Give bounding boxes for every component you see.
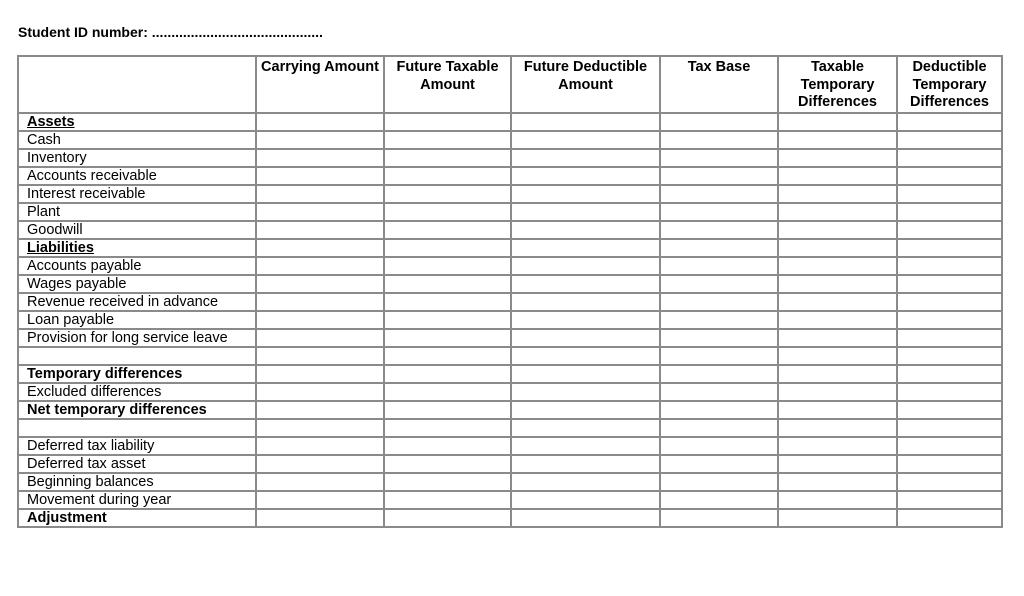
entry-cell[interactable] (256, 221, 384, 239)
row-label: Excluded differences (18, 383, 256, 401)
header-blank-cell (18, 56, 256, 113)
entry-cell[interactable] (660, 347, 778, 365)
entry-cell[interactable] (660, 185, 778, 203)
entry-cell[interactable] (384, 221, 511, 239)
entry-cell[interactable] (778, 257, 897, 275)
entry-cell[interactable] (384, 113, 511, 131)
entry-cell[interactable] (256, 509, 384, 527)
entry-cell[interactable] (384, 401, 511, 419)
entry-cell[interactable] (384, 203, 511, 221)
entry-cell[interactable] (384, 437, 511, 455)
entry-cell[interactable] (256, 275, 384, 293)
row-label: Deferred tax asset (18, 455, 256, 473)
table-row (18, 347, 1002, 365)
student-id-label: Student ID number: ............................................ (18, 24, 323, 40)
entry-cell[interactable] (660, 473, 778, 491)
row-label: Accounts payable (18, 257, 256, 275)
entry-cell[interactable] (778, 437, 897, 455)
entry-cell[interactable] (660, 221, 778, 239)
entry-cell[interactable] (660, 275, 778, 293)
entry-cell[interactable] (778, 149, 897, 167)
entry-cell[interactable] (778, 239, 897, 257)
row-label: Plant (18, 203, 256, 221)
entry-cell[interactable] (256, 257, 384, 275)
entry-cell[interactable] (384, 257, 511, 275)
entry-cell[interactable] (256, 401, 384, 419)
entry-cell[interactable] (778, 491, 897, 509)
entry-cell[interactable] (778, 347, 897, 365)
entry-cell[interactable] (778, 329, 897, 347)
table-row (18, 293, 1002, 311)
entry-cell[interactable] (778, 185, 897, 203)
entry-cell[interactable] (511, 419, 660, 437)
entry-cell[interactable] (511, 185, 660, 203)
entry-cell[interactable] (660, 293, 778, 311)
entry-cell[interactable] (511, 293, 660, 311)
entry-cell[interactable] (384, 383, 511, 401)
table-row (18, 509, 1002, 527)
row-label: Assets (18, 113, 256, 131)
entry-cell[interactable] (660, 257, 778, 275)
entry-cell[interactable] (256, 329, 384, 347)
entry-cell[interactable] (660, 239, 778, 257)
entry-cell[interactable] (778, 455, 897, 473)
entry-cell[interactable] (897, 167, 1002, 185)
row-label: Inventory (18, 149, 256, 167)
entry-cell[interactable] (660, 383, 778, 401)
header-taxable-temporary-differences: Taxable Temporary Differences (778, 56, 897, 113)
row-label: Loan payable (18, 311, 256, 329)
entry-cell[interactable] (511, 203, 660, 221)
entry-cell[interactable] (384, 419, 511, 437)
table-row (18, 167, 1002, 185)
entry-cell[interactable] (384, 491, 511, 509)
entry-cell[interactable] (778, 203, 897, 221)
entry-cell[interactable] (384, 167, 511, 185)
table-row (18, 311, 1002, 329)
entry-cell[interactable] (778, 311, 897, 329)
entry-cell[interactable] (511, 401, 660, 419)
entry-cell[interactable] (256, 311, 384, 329)
table-row (18, 419, 1002, 437)
entry-cell[interactable] (660, 329, 778, 347)
entry-cell[interactable] (256, 131, 384, 149)
row-label: Revenue received in advance (18, 293, 256, 311)
entry-cell[interactable] (384, 293, 511, 311)
entry-cell[interactable] (256, 455, 384, 473)
row-label (18, 347, 256, 365)
entry-cell[interactable] (778, 473, 897, 491)
entry-cell[interactable] (897, 203, 1002, 221)
entry-cell[interactable] (256, 239, 384, 257)
table-row (18, 131, 1002, 149)
entry-cell[interactable] (256, 347, 384, 365)
entry-cell[interactable] (511, 455, 660, 473)
header-tax-base: Tax Base (660, 56, 778, 113)
entry-cell[interactable] (511, 221, 660, 239)
entry-cell[interactable] (778, 365, 897, 383)
entry-cell[interactable] (897, 311, 1002, 329)
entry-cell[interactable] (897, 221, 1002, 239)
entry-cell[interactable] (897, 239, 1002, 257)
table-row (18, 329, 1002, 347)
entry-cell[interactable] (660, 509, 778, 527)
entry-cell[interactable] (897, 257, 1002, 275)
entry-cell[interactable] (897, 401, 1002, 419)
entry-cell[interactable] (256, 491, 384, 509)
tax-worksheet-table (17, 55, 1003, 528)
entry-cell[interactable] (897, 491, 1002, 509)
entry-cell[interactable] (256, 419, 384, 437)
table-row (18, 473, 1002, 491)
entry-cell[interactable] (511, 509, 660, 527)
entry-cell[interactable] (897, 509, 1002, 527)
entry-cell[interactable] (384, 275, 511, 293)
row-label: Movement during year (18, 491, 256, 509)
entry-cell[interactable] (778, 419, 897, 437)
entry-cell[interactable] (511, 257, 660, 275)
entry-cell[interactable] (256, 167, 384, 185)
entry-cell[interactable] (256, 149, 384, 167)
entry-cell[interactable] (384, 239, 511, 257)
entry-cell[interactable] (511, 329, 660, 347)
header-row (18, 56, 1002, 113)
entry-cell[interactable] (897, 293, 1002, 311)
entry-cell[interactable] (511, 347, 660, 365)
row-label: Wages payable (18, 275, 256, 293)
table-row (18, 203, 1002, 221)
entry-cell[interactable] (384, 185, 511, 203)
row-label: Provision for long service leave (18, 329, 256, 347)
entry-cell[interactable] (778, 509, 897, 527)
table-row (18, 257, 1002, 275)
header-deductible-temporary-differences: Deductible Temporary Differences (897, 56, 1002, 113)
entry-cell[interactable] (511, 437, 660, 455)
entry-cell[interactable] (256, 203, 384, 221)
entry-cell[interactable] (384, 473, 511, 491)
row-label (18, 419, 256, 437)
entry-cell[interactable] (897, 473, 1002, 491)
entry-cell[interactable] (778, 275, 897, 293)
entry-cell[interactable] (778, 113, 897, 131)
row-label: Goodwill (18, 221, 256, 239)
entry-cell[interactable] (897, 329, 1002, 347)
row-label: Temporary differences (18, 365, 256, 383)
entry-cell[interactable] (778, 293, 897, 311)
entry-cell[interactable] (897, 185, 1002, 203)
table-row (18, 149, 1002, 167)
table-row (18, 185, 1002, 203)
entry-cell[interactable] (511, 275, 660, 293)
table-row (18, 113, 1002, 131)
entry-cell[interactable] (256, 113, 384, 131)
entry-cell[interactable] (384, 509, 511, 527)
entry-cell[interactable] (511, 383, 660, 401)
entry-cell[interactable] (897, 347, 1002, 365)
entry-cell[interactable] (778, 401, 897, 419)
row-label: Liabilities (18, 239, 256, 257)
entry-cell[interactable] (384, 311, 511, 329)
entry-cell[interactable] (778, 131, 897, 149)
entry-cell[interactable] (660, 149, 778, 167)
entry-cell[interactable] (511, 311, 660, 329)
entry-cell[interactable] (897, 131, 1002, 149)
table-row (18, 383, 1002, 401)
header-future-taxable-amount: Future Taxable Amount (384, 56, 511, 113)
entry-cell[interactable] (511, 113, 660, 131)
entry-cell[interactable] (511, 149, 660, 167)
row-label: Deferred tax liability (18, 437, 256, 455)
entry-cell[interactable] (384, 329, 511, 347)
entry-cell[interactable] (660, 455, 778, 473)
table-row (18, 239, 1002, 257)
header-carrying-amount: Carrying Amount (256, 56, 384, 113)
table-body (18, 113, 1002, 527)
entry-cell[interactable] (384, 131, 511, 149)
entry-cell[interactable] (511, 131, 660, 149)
table-row (18, 401, 1002, 419)
entry-cell[interactable] (660, 365, 778, 383)
table-row (18, 365, 1002, 383)
table-row (18, 221, 1002, 239)
row-label: Adjustment (18, 509, 256, 527)
entry-cell[interactable] (778, 221, 897, 239)
row-label: Net temporary differences (18, 401, 256, 419)
table-row (18, 491, 1002, 509)
entry-cell[interactable] (778, 167, 897, 185)
entry-cell[interactable] (660, 491, 778, 509)
row-label: Interest receivable (18, 185, 256, 203)
entry-cell[interactable] (897, 365, 1002, 383)
entry-cell[interactable] (897, 455, 1002, 473)
row-label: Beginning balances (18, 473, 256, 491)
entry-cell[interactable] (256, 365, 384, 383)
table-row (18, 275, 1002, 293)
entry-cell[interactable] (660, 419, 778, 437)
table-row (18, 455, 1002, 473)
entry-cell[interactable] (660, 167, 778, 185)
entry-cell[interactable] (778, 383, 897, 401)
row-label: Accounts receivable (18, 167, 256, 185)
entry-cell[interactable] (897, 113, 1002, 131)
entry-cell[interactable] (256, 437, 384, 455)
entry-cell[interactable] (660, 131, 778, 149)
entry-cell[interactable] (384, 455, 511, 473)
entry-cell[interactable] (660, 401, 778, 419)
entry-cell[interactable] (511, 473, 660, 491)
entry-cell[interactable] (897, 419, 1002, 437)
entry-cell[interactable] (511, 491, 660, 509)
entry-cell[interactable] (897, 437, 1002, 455)
entry-cell[interactable] (256, 293, 384, 311)
entry-cell[interactable] (256, 383, 384, 401)
entry-cell[interactable] (660, 311, 778, 329)
entry-cell[interactable] (384, 149, 511, 167)
header-future-deductible-amount: Future Deductible Amount (511, 56, 660, 113)
entry-cell[interactable] (384, 347, 511, 365)
entry-cell[interactable] (897, 275, 1002, 293)
entry-cell[interactable] (511, 239, 660, 257)
entry-cell[interactable] (511, 365, 660, 383)
entry-cell[interactable] (256, 473, 384, 491)
entry-cell[interactable] (897, 383, 1002, 401)
entry-cell[interactable] (511, 167, 660, 185)
table-row (18, 437, 1002, 455)
entry-cell[interactable] (660, 113, 778, 131)
entry-cell[interactable] (384, 365, 511, 383)
entry-cell[interactable] (897, 149, 1002, 167)
entry-cell[interactable] (660, 203, 778, 221)
entry-cell[interactable] (256, 185, 384, 203)
entry-cell[interactable] (660, 437, 778, 455)
row-label: Cash (18, 131, 256, 149)
